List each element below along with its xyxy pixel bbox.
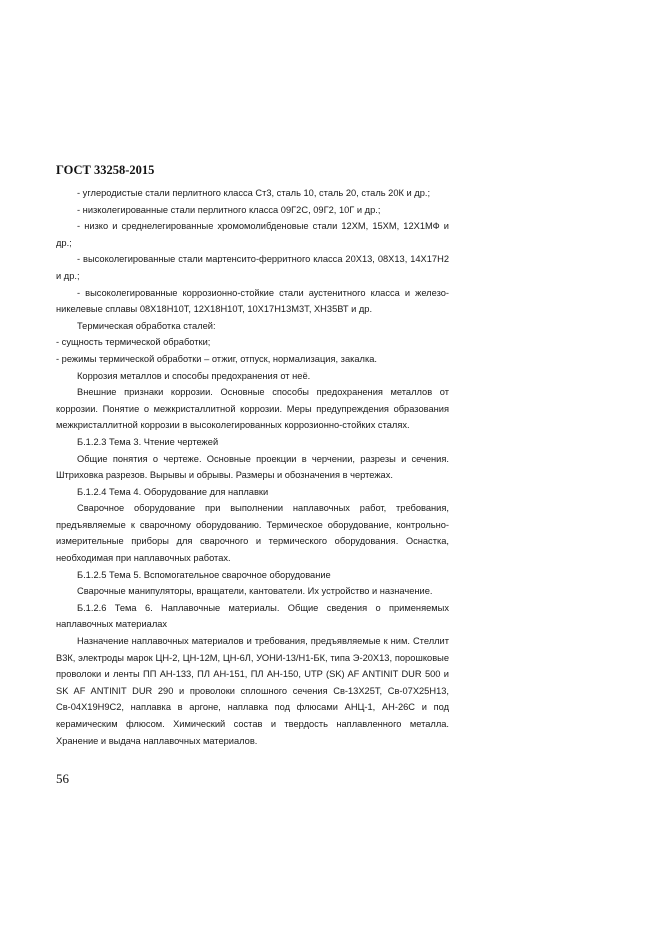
corrosion-heading: Коррозия металлов и способы предохранения от неё.	[77, 370, 311, 381]
list-item-low-alloy-steels: - низколегированные стали перлитного класса 09Г2С, 09Г2, 10Г и др.;	[77, 204, 381, 215]
list-item-carbon-steels: - углеродистые стали перлитного класса Ст3, сталь 10, сталь 20, сталь 20К и др.;	[77, 188, 431, 198]
heat-treatment-heading: Термическая обработка сталей:	[77, 320, 216, 331]
auxiliary-equipment-paragraph: Сварочные манипуляторы, вращатели, кантователи. Их устройство и назначение.	[77, 586, 433, 597]
corrosion-paragraph: Внешние признаки коррозии. Основные способы предохранения металлов от коррозии. Понятие о межкристаллитной коррозии. Меры предупреждения образования межкристаллитной коррозии в высоколегированных коррозионно-стойких сталях.	[56, 387, 449, 431]
list-item-heat-treatment-modes: - режимы термической обработки – отжиг, отпуск, нормализация, закалка.	[56, 353, 378, 364]
section-heading-topic-4: Б.1.2.4 Тема 4. Оборудование для наплавки	[77, 486, 269, 497]
section-heading-topic-5: Б.1.2.5 Тема 5. Вспомогательное сварочное оборудование	[77, 569, 331, 580]
list-item-chrome-moly-steels: - низко и среднелегированные хромомолибденовые стали 12ХМ, 15ХМ, 12Х1МФ и др.;	[56, 221, 449, 248]
list-item-martensitic-steels: - высоколегированные стали мартенсито-ферритного класса 20Х13, 08Х13, 14Х17Н2 и др.;	[56, 254, 449, 281]
document-header-code: ГОСТ 33258-2015	[56, 163, 155, 177]
section-heading-topic-3: Б.1.2.3 Тема 3. Чтение чертежей	[77, 436, 219, 447]
materials-paragraph: Назначение наплавочных материалов и требования, предъявляемые к ним. Стеллит В3К, электроды марок ЦН-2, ЦН-12М, ЦН-6Л, УОНИ-13/Н1-БК, типа Э-20Х13, порошковые проволоки и ленты ПП АН-133, ПЛ АН-151, ПЛ АН-150, UTP (SK) AF ANTINIT DUR 500 и SK AF ANTINIT DUR 290 и проволоки сплошного сечения Св-13Х25Т, Св-07Х25Н13, Св-04Х19Н9С2, наплавка в аргоне, наплавка под флюсами АНЦ-1, АН-26С и под керамическим флюсом. Химический состав и твердость наплавленного металла. Хранение и выдача наплавочных материалов.	[56, 636, 449, 746]
equipment-paragraph: Сварочное оборудование при выполнении наплавочных работ, требования, предъявляемые к сварочному оборудованию. Термическое оборудование, контрольно-измерительные приборы для сварочного и термического оборудования. Оснастка, необходимая при наплавочных работах.	[56, 503, 449, 564]
document-body	[56, 185, 449, 749]
drawings-paragraph: Общие понятия о чертеже. Основные проекции в черчении, разрезы и сечения. Штриховка разрезов. Вырывы и обрывы. Размеры и обозначения в чертежах.	[56, 453, 449, 481]
section-heading-topic-6: Б.1.2.6 Тема 6. Наплавочные материалы. Общие сведения о применяемых наплавочных материалах	[56, 602, 449, 630]
page-number: 56	[56, 771, 69, 786]
list-item-heat-treatment-essence: - сущность термической обработки;	[56, 337, 211, 348]
list-item-austenitic-steels: - высоколегированные коррозионно-стойкие стали аустенитного класса и железо-никелевые сплавы 08Х18Н10Т, 12Х18Н10Т, 10Х17Н13М3Т, ХН35ВТ и др.	[56, 287, 449, 315]
